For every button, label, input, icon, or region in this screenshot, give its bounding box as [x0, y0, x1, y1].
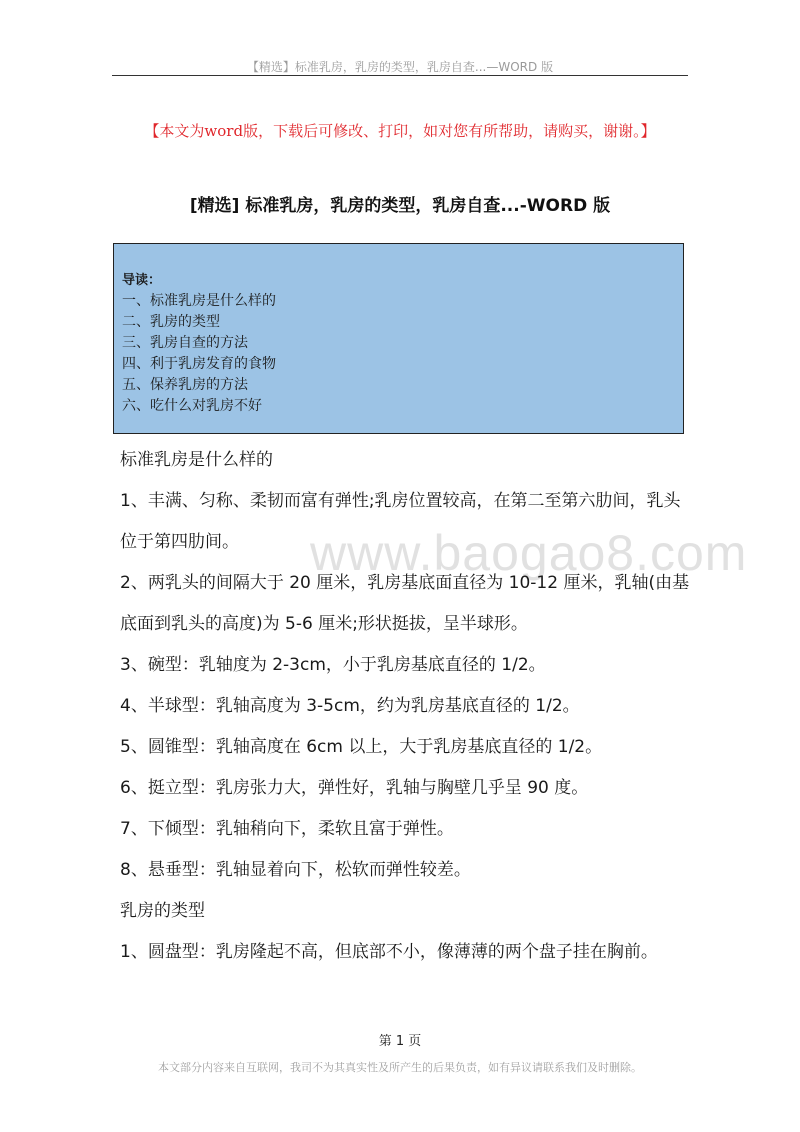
- document-body: [120, 440, 690, 973]
- body-paragraph: 3、碗型：乳轴度为 2-3cm，小于乳房基底直径的 1/2。: [120, 655, 546, 675]
- toc-item: 六、吃什么对乳房不好: [122, 398, 262, 414]
- watermark: www.baogao8.com: [310, 525, 748, 581]
- header-divider: [112, 75, 688, 76]
- body-paragraph: 1、圆盘型：乳房隆起不高，但底部不小，像薄薄的两个盘子挂在胸前。: [120, 942, 658, 962]
- body-paragraph: 2、两乳头的间隔大于 20 厘米，乳房基底面直径为 10-12 厘米，乳轴(由基底面到乳头的高度)为 5-6 厘米;形状挺拔，呈半球形。: [120, 573, 690, 634]
- section-heading: 标准乳房是什么样的: [120, 450, 273, 470]
- toc-item: 四、利于乳房发育的食物: [122, 356, 276, 372]
- toc-item: 三、乳房自查的方法: [122, 335, 248, 351]
- page-number: 第 1 页: [378, 1034, 422, 1049]
- purchase-notice: 【本文为word版，下载后可修改、打印，如对您有所帮助，请购买，谢谢。】: [144, 122, 656, 140]
- footer-disclaimer: 本文部分内容来自互联网，我司不为其真实性及所产生的后果负责，如有异议请联系我们及时删除。: [158, 1061, 642, 1074]
- header-title: 【精选】标准乳房，乳房的类型，乳房自查...—WORD 版: [246, 60, 554, 74]
- toc-item: 五、保养乳房的方法: [122, 377, 248, 393]
- toc-item: 一、标准乳房是什么样的: [122, 293, 276, 309]
- body-paragraph: 1、丰满、匀称、柔韧而富有弹性;乳房位置较高，在第二至第六肋间，乳头位于第四肋间。: [120, 491, 681, 552]
- section-heading: 乳房的类型: [120, 901, 205, 921]
- toc-item: 二、乳房的类型: [122, 314, 220, 330]
- table-of-contents: [113, 243, 684, 434]
- toc-label: 导读：: [122, 273, 162, 288]
- body-paragraph: 5、圆锥型：乳轴高度在 6cm 以上，大于乳房基底直径的 1/2。: [120, 737, 603, 757]
- document-title: [精选] 标准乳房，乳房的类型，乳房自查...-WORD 版: [189, 196, 611, 216]
- body-paragraph: 8、悬垂型：乳轴显着向下，松软而弹性较差。: [120, 860, 471, 880]
- body-paragraph: 4、半球型：乳轴高度为 3-5cm，约为乳房基底直径的 1/2。: [120, 696, 580, 716]
- body-paragraph: 7、下倾型：乳轴稍向下，柔软且富于弹性。: [120, 819, 454, 839]
- body-paragraph: 6、挺立型：乳房张力大，弹性好，乳轴与胸壁几乎呈 90 度。: [120, 778, 589, 798]
